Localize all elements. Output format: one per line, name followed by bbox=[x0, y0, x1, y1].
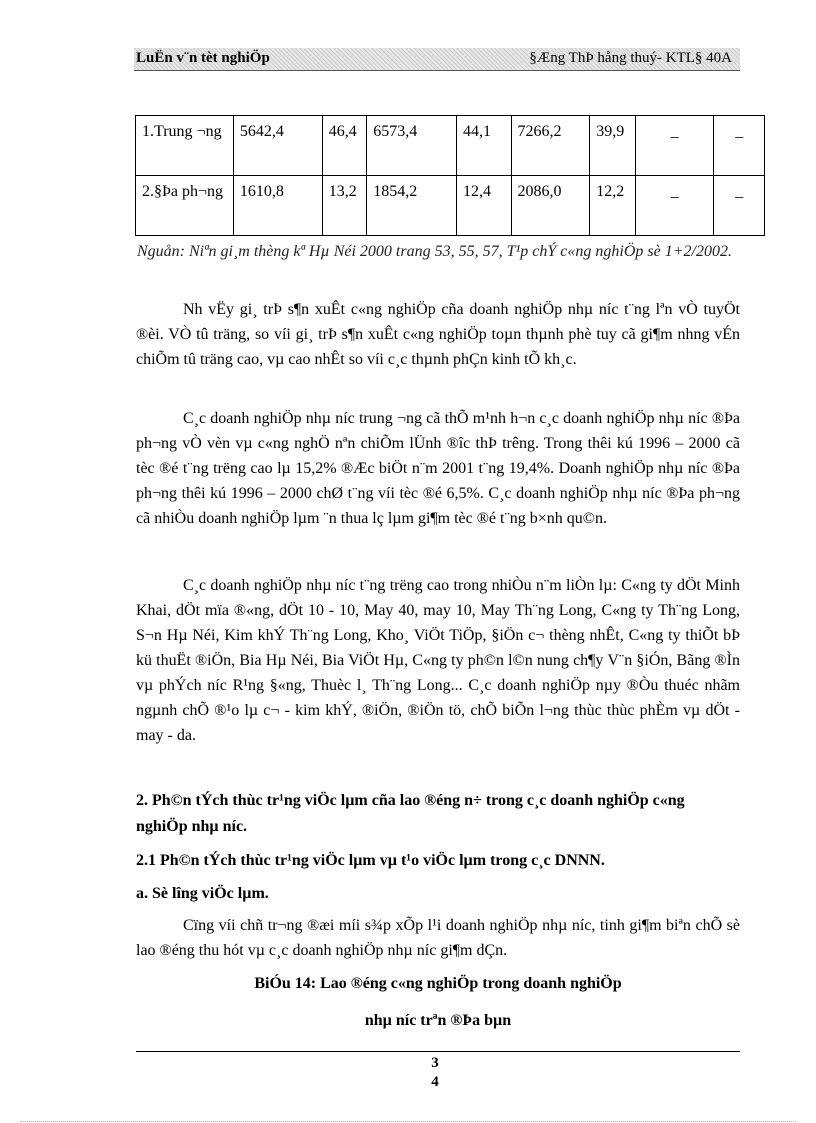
table-caption: BiÓu 14: Lao ®éng c«ng nghiÖp trong doanh nghiÖp bbox=[254, 975, 622, 992]
table-cell: 39,9 bbox=[590, 116, 635, 176]
page-edge-divider bbox=[20, 1121, 796, 1122]
body-paragraph: C¸c doanh nghiÖp nhµ níc t¨ng trëng cao trong nhiÒu n¨m liÒn lµ: C«ng ty dÖt Minh Khai, dÖt mïa ®«ng, dÖt 10 - 10, May 40, may 10, May Th¨ng Long, C«ng ty Th¨ng Long, S¬n Hµ Néi, Kim khÝ Th¨ng Long, Kho¸ ViÖt TiÖp, §iÖn c¬ thèng nhÊt, C«ng ty thiÕt bÞ kü thuËt ®iÖn, Bia Hµ Néi, Bia ViÖt Hµ, C«ng ty ph©n l©n nung ch¶y V¨n §iÓn, Bãng ®Ìn vµ phÝch níc R¹ng §«ng, Thuèc l¸ Th¨ng Long... C¸c doanh nghiÖp nµy ®Òu thuéc nhãm ngµnh chÕ ®¹o lµ c¬ - kim khÝ, ®iÖn, ®iÖn tö, chÕ biÕn l¬ng thùc thùc phÈm vµ dÖt - may - da. bbox=[136, 577, 740, 744]
table-cell: 2.§Þa ph¬ng bbox=[136, 176, 234, 236]
header-author: §Æng ThÞ hång thuý- KTL§ 40A bbox=[529, 50, 732, 66]
table-cell: 44,1 bbox=[457, 116, 512, 176]
table-cell: 7266,2 bbox=[511, 116, 590, 176]
table-row bbox=[136, 116, 765, 176]
table-cell: 2086,0 bbox=[511, 176, 590, 236]
page-number: 3 bbox=[431, 1055, 439, 1071]
table-cell: _ bbox=[714, 116, 765, 176]
running-header bbox=[134, 48, 740, 71]
table-source-note: Nguån: Niªn gi¸m thèng kª Hµ Néi 2000 trang 53, 55, 57, T¹p chÝ c«ng nghiÖp sè 1+2/2002. bbox=[137, 243, 732, 260]
table-caption-continued: nhµ níc trªn ®Þa bµn bbox=[364, 1012, 512, 1029]
table-cell: _ bbox=[635, 116, 714, 176]
table-cell: 6573,4 bbox=[367, 116, 457, 176]
body-paragraph: C¸c doanh nghiÖp nhµ níc trung ¬ng cã thÕ m¹nh h¬n c¸c doanh nghiÖp nhµ níc ®Þa ph¬ng vÒ vèn vµ c«ng nghÖ nªn chiÕm lÜnh ®îc thÞ trêng. Trong thêi kú 1996 – 2000 cã tèc ®é t¨ng trëng cao lµ 15,2% ®Æc biÖt n¨m 2001 t¨ng 19,4%. Doanh nghiÖp nhµ níc ®Þa ph¬ng thêi kú 1996 – 2000 chØ t¨ng víi tèc ®é 6,5%. C¸c doanh nghiÖp nhµ níc ®Þa ph¬ng cã nhiÒu doanh nghiÖp lµm ¨n thua lç lµm gi¶m tèc ®é t¨ng b×nh qu©n. bbox=[136, 410, 740, 527]
header-title: LuËn v¨n tèt nghiÖp bbox=[136, 50, 270, 66]
body-paragraph: Cïng víi chñ tr¬ng ®æi míi s¾p xÕp l¹i doanh nghiÖp nhµ níc, tinh gi¶m biªn chÕ sè lao ®éng thu hót vµ c¸c doanh nghiÖp nhµ níc gi¶m dÇn. bbox=[136, 917, 740, 959]
table-row bbox=[136, 176, 765, 236]
table-cell: 12,4 bbox=[457, 176, 512, 236]
sub-subsection-heading: a. Sè lîng viÖc lµm. bbox=[136, 885, 269, 902]
table-cell: 12,2 bbox=[590, 176, 635, 236]
statistics-table bbox=[135, 115, 765, 236]
table-cell: 46,4 bbox=[322, 116, 366, 176]
table-cell: 1854,2 bbox=[367, 176, 457, 236]
body-paragraph: Nh vËy gi¸ trÞ s¶n xuÊt c«ng nghiÖp cña doanh nghiÖp nhµ níc t¨ng lªn vÒ tuyÖt ®èi. VÒ tû träng, so víi gi¸ trÞ s¶n xuÊt c«ng nghiÖp toµn thµnh phè tuy cã gi¶m nhng vÉn chiÕm tû träng cao, vµ cao nhÊt so víi c¸c thµnh phÇn kinh tÕ kh¸c. bbox=[136, 301, 740, 368]
page-number: 4 bbox=[431, 1074, 439, 1090]
footer-divider bbox=[136, 1051, 740, 1052]
section-heading: 2. Ph©n tÝch thùc tr¹ng viÖc lµm cña lao ®éng n÷ trong c¸c doanh nghiÖp c«ng nghiÖp nhµ níc. bbox=[136, 792, 685, 835]
table-cell: _ bbox=[714, 176, 765, 236]
table-cell: 1610,8 bbox=[233, 176, 322, 236]
table-cell: 5642,4 bbox=[233, 116, 322, 176]
table-cell: 1.Trung ¬ng bbox=[136, 116, 234, 176]
table-cell: _ bbox=[635, 176, 714, 236]
subsection-heading: 2.1 Ph©n tÝch thùc tr¹ng viÖc lµm vµ t¹o viÖc lµm trong c¸c DNNN. bbox=[136, 852, 605, 869]
table-cell: 13,2 bbox=[322, 176, 366, 236]
